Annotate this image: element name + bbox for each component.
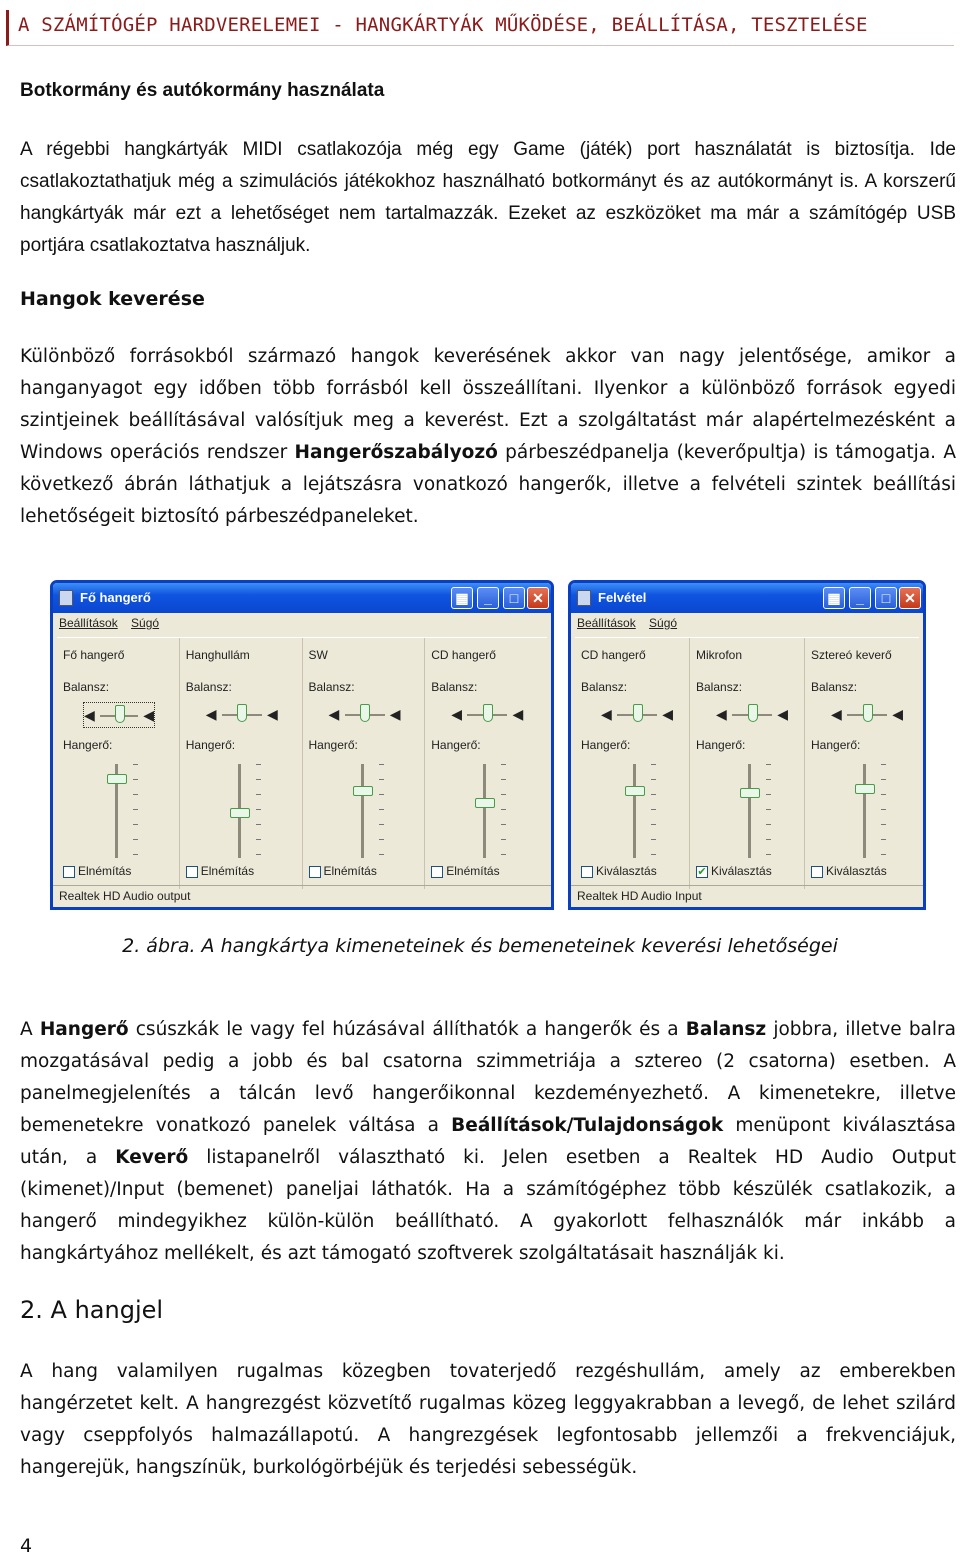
volume-label: Hangerő: [811, 738, 861, 752]
balance-label: Balansz: [63, 680, 110, 694]
balance-slider[interactable] [831, 702, 903, 728]
volume-thumb[interactable] [625, 786, 645, 796]
volume-thumb[interactable] [353, 786, 373, 796]
bold-term-balansz: Balansz [685, 1019, 767, 1040]
menu-item-settings[interactable]: Beállítások [577, 616, 636, 630]
bold-term-kevero: Keverő [115, 1147, 189, 1168]
window-title: Fő hangerő [80, 590, 151, 605]
text-run: A [20, 1019, 40, 1040]
recording-mixer-window [568, 580, 926, 910]
checkbox-box[interactable] [431, 866, 443, 878]
paragraph-hangjel: A hang valamilyen rugalmas közegben tovaterjedő rezgéshullám, amely az emberekben hangérzetet kelt. A hangrezgést közvetítő rugalmas közeg leggyakrabban a levegő, de lehet szilárd vagy cseppfolyós halmazállapotú. A hangrezgések legfontosabb jellemzői a frekvenciájuk, hangerejük, hangszínük, burkológörbéjük és terjedési sebességük. [20, 1361, 956, 1478]
balance-thumb[interactable] [633, 704, 643, 722]
checkbox-label: Elnémítás [200, 864, 255, 878]
balance-label: Balansz: [581, 680, 628, 694]
menu-item-help[interactable]: Súgó [131, 616, 160, 630]
select-checkbox[interactable] [581, 864, 657, 878]
mute-checkbox[interactable] [431, 864, 499, 878]
channel-column [180, 638, 303, 889]
mute-checkbox[interactable] [309, 864, 377, 878]
volume-ticks [379, 764, 384, 858]
checkbox-label: Elnémítás [78, 864, 132, 878]
balance-thumb[interactable] [115, 705, 125, 723]
balance-slider[interactable] [83, 702, 155, 728]
volume-ticks [881, 764, 886, 858]
speaker-left-icon: ◀ [831, 706, 842, 722]
speaker-left-icon: ◀ [328, 706, 340, 722]
text-run: listapanelről választható ki. Jelen esetben a Realtek HD Audio Output (kimenet)/Input (bemenet) paneljai láthatók. Ha a számítógéphez több készülék csatlakozik, a hangerő mindegyikhez külön-külön beállítható. A gyakorlott felhasználók már inkább a hangkártyához mellékelt, és azt támogató szoftverek szolgáltatásait használják ki. [20, 1147, 956, 1264]
mute-checkbox[interactable] [63, 864, 131, 878]
select-checkbox[interactable] [696, 864, 772, 878]
volume-track [863, 764, 866, 858]
menu-bar [571, 613, 923, 635]
close-button[interactable]: ✕ [527, 587, 549, 609]
checkmark-icon[interactable]: ✔ [697, 865, 707, 878]
heading-botkormany: Botkormány és autókormány használata [20, 80, 385, 101]
checkbox-label: Kiválasztás [826, 864, 887, 878]
volume-track [748, 764, 751, 858]
volume-ticks [133, 764, 138, 858]
balance-slider[interactable] [451, 702, 523, 728]
speaker-right-icon: ◀ [266, 706, 278, 722]
title-bar[interactable] [571, 583, 923, 613]
channel-column [303, 638, 426, 889]
volume-label: Hangerő: [308, 738, 358, 752]
checkbox-label: Kiválasztás [596, 864, 657, 878]
checkbox-label: Elnémítás [323, 864, 377, 878]
balance-label: Balansz: [811, 680, 858, 694]
speaker-left-icon: ◀ [716, 706, 727, 722]
volume-label: Hangerő: [431, 738, 481, 752]
channel-columns [57, 637, 547, 889]
channel-name: CD hangerő [581, 648, 646, 662]
checkbox-label: Kiválasztás [711, 864, 772, 878]
channel-column [425, 638, 547, 889]
balance-label: Balansz: [431, 680, 478, 694]
menu-bar [53, 613, 551, 635]
speaker-left-icon: ◀ [451, 706, 463, 722]
speaker-left-icon: ◀ [84, 707, 95, 723]
channel-name: Mikrofon [696, 648, 743, 662]
checkbox-label: Elnémítás [446, 864, 500, 878]
channel-column [57, 638, 180, 889]
volume-ticks [651, 764, 656, 858]
volume-thumb[interactable] [855, 784, 875, 794]
bold-term-hangeroszabalyozo: Hangerőszabályozó [294, 442, 498, 463]
channel-columns [575, 637, 919, 889]
mixer-app-icon [59, 590, 73, 606]
text-run: menüpont kiválasztása után, a [20, 1115, 957, 1168]
checkbox-box[interactable] [309, 866, 321, 878]
checkbox-box[interactable] [186, 866, 198, 878]
menu-item-settings[interactable]: Beállítások [59, 616, 118, 630]
volume-ticks [501, 764, 506, 858]
paragraph-hangero [20, 1014, 956, 1270]
text-run: Különböző forrásokból származó hangok keverésének akkor van nagy jelentősége, amikor a hanganyagot egy időben több forrásból kell összeállítani. Ilyenkor a különböző források egyedi szintjeinek beállításával valósítjuk meg a keverést. Ezt a szolgáltatást már alapértelmezésként a Windows operációs rendszer [20, 346, 956, 463]
volume-track [633, 764, 636, 858]
balance-label: Balansz: [308, 680, 355, 694]
balance-thumb[interactable] [863, 704, 873, 722]
balance-label: Balansz: [696, 680, 743, 694]
balance-thumb[interactable] [483, 704, 493, 722]
window-title: Felvétel [598, 590, 647, 605]
volume-thumb[interactable] [475, 798, 495, 808]
balance-thumb[interactable] [748, 704, 758, 722]
status-bar: Realtek HD Audio output [53, 885, 551, 907]
checkbox-box[interactable] [811, 866, 823, 878]
bold-term-hangero: Hangerő [39, 1019, 129, 1040]
volume-thumb[interactable] [740, 788, 760, 798]
playback-mixer-window [50, 580, 554, 910]
maximize-button[interactable]: □ [875, 587, 897, 609]
speaker-right-icon: ◀ [389, 706, 401, 722]
balance-thumb[interactable] [360, 704, 370, 722]
checkbox-box[interactable] [581, 866, 593, 878]
volume-thumb[interactable] [107, 774, 127, 784]
checkbox-box[interactable] [63, 866, 75, 878]
text-run: párbeszédpanelja (keverőpultja) is támogatja. A következő ábrán láthatjuk a lejátszásra vonatkozó hangerők, illetve a felvételi szintek beállítási lehetőségeit biztosító párbeszédpaneleket. [20, 442, 956, 527]
volume-label: Hangerő: [63, 738, 113, 752]
title-bar[interactable] [53, 583, 551, 613]
channel-column [690, 638, 805, 889]
text-run: csúszkák le vagy fel húzásával állíthatók a hangerők és a [128, 1019, 686, 1040]
paragraph-keveres [20, 341, 956, 533]
volume-track [483, 764, 486, 858]
channel-column [805, 638, 919, 889]
speaker-left-icon: ◀ [205, 706, 217, 722]
maximize-button[interactable]: □ [503, 587, 525, 609]
channel-name: Hanghullám [185, 648, 250, 662]
balance-slider[interactable] [329, 702, 401, 728]
mixer-app-icon [577, 590, 591, 606]
volume-thumb[interactable] [230, 808, 250, 818]
channel-column [575, 638, 690, 889]
channel-name: Sztereó keverő [811, 648, 892, 662]
speaker-right-icon: ◀ [892, 706, 903, 722]
channel-name: CD hangerő [431, 648, 496, 662]
speaker-right-icon: ◀ [512, 706, 524, 722]
page-number: 4 [20, 1535, 33, 1557]
balance-label: Balansz: [185, 680, 232, 694]
speaker-right-icon: ◀ [662, 706, 673, 722]
balance-thumb[interactable] [237, 704, 247, 722]
speaker-right-icon: ◀ [143, 707, 154, 723]
volume-track [361, 764, 364, 858]
running-header: A SZÁMÍTÓGÉP HARDVERELEMEI - HANGKÁRTYÁK MŰKÖDÉSE, BEÁLLÍTÁSA, TESZTELÉSE [18, 14, 868, 36]
status-bar: Realtek HD Audio Input [571, 885, 923, 907]
grid-icon[interactable]: ▦ [451, 587, 473, 609]
channel-name: Fő hangerő [63, 648, 125, 662]
volume-label: Hangerő: [581, 738, 631, 752]
volume-ticks [256, 764, 261, 858]
speaker-right-icon: ◀ [777, 706, 788, 722]
mute-checkbox[interactable] [186, 864, 254, 878]
balance-slider[interactable] [206, 702, 278, 728]
balance-slider[interactable] [716, 702, 788, 728]
heading-hangok-keverese: Hangok keverése [20, 288, 205, 310]
grid-icon[interactable]: ▦ [823, 587, 845, 609]
text-run: jobbra, illetve balra mozgatásával pedig a jobb és bal csatorna szimmetriája a sztereo (2 csatorna) esetben. A panelmegjelenítés a tálcán levő hangerőikonnal kezdeményezhető. A kimenetekre, illetve bemenetekre vonatkozó panelek váltása a [20, 1019, 956, 1136]
volume-ticks [766, 764, 771, 858]
bold-term-beallitasok: Beállítások/Tulajdonságok [451, 1115, 724, 1136]
figure-caption: 2. ábra. A hangkártya kimeneteinek és bemeneteinek keverési lehetőségei [122, 935, 838, 957]
close-button[interactable]: ✕ [899, 587, 921, 609]
menu-item-help[interactable]: Súgó [649, 616, 678, 630]
minimize-button[interactable]: _ [849, 587, 871, 609]
balance-slider[interactable] [601, 702, 673, 728]
volume-label: Hangerő: [696, 738, 746, 752]
minimize-button[interactable]: _ [477, 587, 499, 609]
volume-label: Hangerő: [185, 738, 236, 752]
heading-hangjel: 2. A hangjel [20, 1296, 164, 1324]
channel-name: SW [308, 648, 328, 662]
select-checkbox[interactable] [811, 864, 887, 878]
speaker-left-icon: ◀ [601, 706, 612, 722]
paragraph-botkormany: A régebbi hangkártyák MIDI csatlakozója még egy Game (játék) port használatát is biztosítja. Ide csatlakoztathatjuk még a szimulációs játékokhoz használható botkormányt és az autókormányt is. A korszerű hangkártyák már ezt a lehetőséget nem tartalmazzák. Ezeket az eszközöket ma már a számítógép USB portjára csatlakoztatva használjuk. [20, 139, 956, 256]
